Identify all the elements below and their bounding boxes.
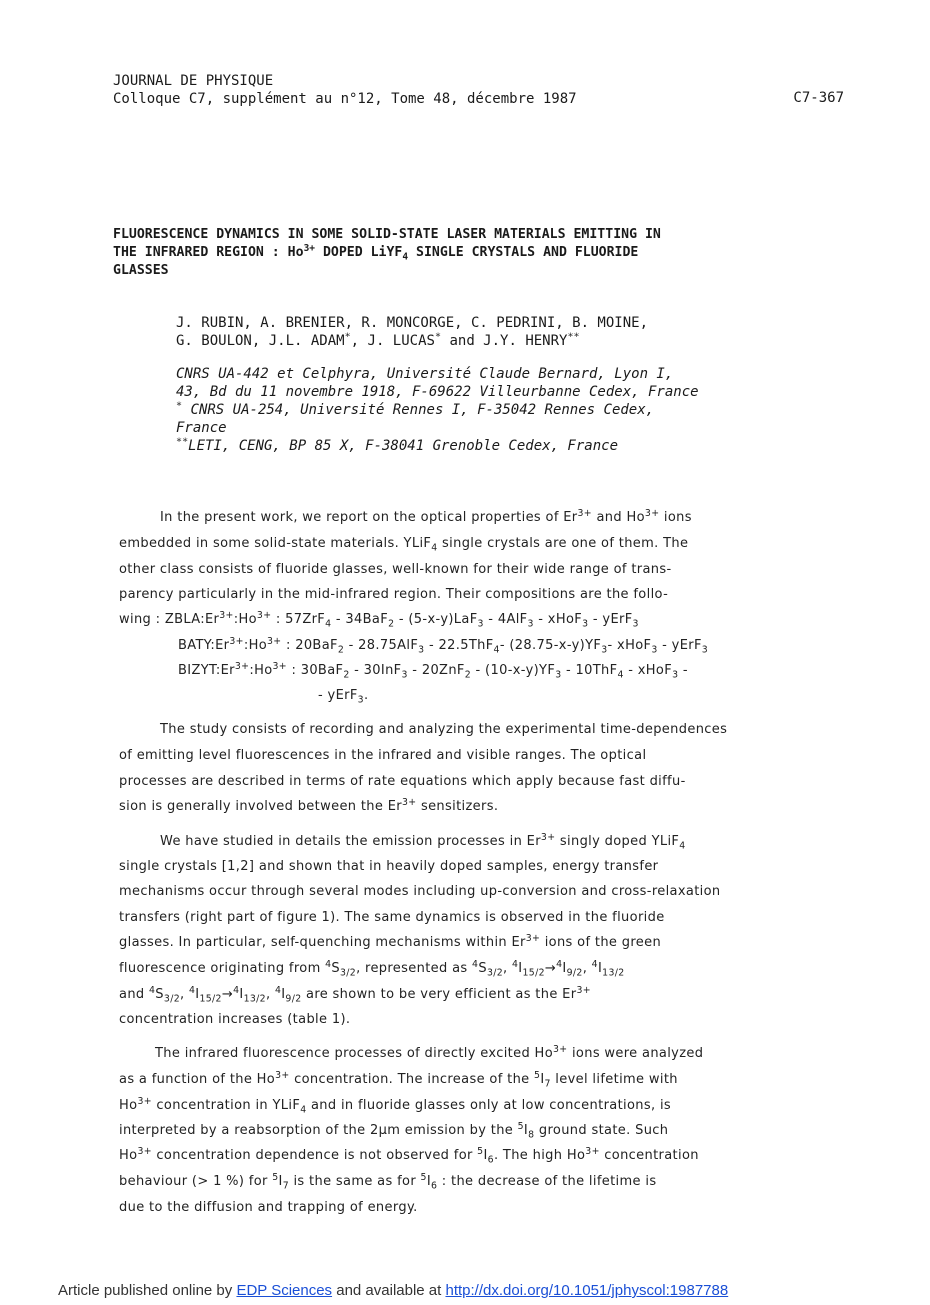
text-line: sion is generally involved between the $Er^{3+}$ sensitizers. <box>119 796 499 814</box>
author-line: J. RUBIN, A. BRENIER, R. MONCORGE, C. PEDRINI, B. MOINE, <box>176 315 649 331</box>
author-line: G. BOULON, J.L. ADAM*, J. LUCAS* and J.Y. HENRY** <box>176 331 580 349</box>
affiliation-line: France <box>176 420 227 436</box>
affiliation-line: * CNRS UA-254, Université Rennes I, F-35042 Rennes Cedex, <box>176 400 655 418</box>
title-line: FLUORESCENCE DYNAMICS IN SOME SOLID-STATE LASER MATERIALS EMITTING IN <box>113 227 661 242</box>
text-line: of emitting level fluorescences in the infrared and visible ranges. The optical <box>119 748 647 763</box>
text-line: processes are described in terms of rate equations which apply because fast diffu- <box>119 774 686 789</box>
affiliation-line: CNRS UA-442 et Celphyra, Université Claude Bernard, Lyon I, <box>176 366 674 382</box>
text-line: The infrared fluorescence processes of directly excited $Ho^{3+}$ ions were analyzed <box>155 1043 704 1061</box>
text-line: fluorescence originating from $^4S_{3/2}$, represented as $^4S_{3/2}$, $^4I_{15/2}\to^4I_{9/2}$, $^4I_{13/2}$ <box>119 958 625 979</box>
affiliation-line: **LETI, CENG, BP 85 X, F-38041 Grenoble Cedex, France <box>176 436 619 454</box>
journal-header <box>113 72 577 108</box>
publication-footer: Article published online by EDP Sciences and available at http://dx.doi.org/10.1051/jphyscol:1987788 <box>58 1282 729 1299</box>
page-number: C7-367 <box>793 90 844 106</box>
affiliation-line: 43, Bd du 11 novembre 1918, F-69622 Villeurbanne Cedex, France <box>176 384 699 400</box>
text-line: single crystals [1,2] and shown that in heavily doped samples, energy transfer <box>119 859 659 874</box>
formula-zbla: wing : $ZBLA:Er^{3+}:Ho^{3+}$ : 57ZrF$_4$ - 34BaF$_2$ - (5-x-y)LaF$_3$ - 4AlF$_3$ - xHoF$_3$ - yErF$_3$ <box>119 609 639 630</box>
text-line: parency particularly in the mid-infrared region. Their compositions are the follo- <box>119 587 669 602</box>
publisher-link[interactable]: EDP Sciences <box>236 1282 333 1299</box>
text-line: $Ho^{3+}$ concentration dependence is not observed for $^5I_6$. The high $Ho^{3+}$ concentration <box>119 1145 699 1166</box>
text-line: embedded in some solid-state materials. YLiF$_4$ single crystals are one of them. The <box>119 536 689 554</box>
formula-baty: $BATY:Er^{3+}:Ho^{3+}$ : 20BaF$_2$ - 28.75AlF$_3$ - 22.5ThF$_4$- $(28.75-x-y)YF_3-$ xHoF$_3$ - yErF$_3$ <box>178 635 709 656</box>
title-line: GLASSES <box>113 263 169 278</box>
text-line: glasses. In particular, self-quenching mechanisms within $Er^{3+}$ ions of the green <box>119 932 662 950</box>
text-line: We have studied in details the emission processes in $Er^{3+}$ singly doped YLiF$_4$ <box>160 831 686 852</box>
affiliations <box>176 365 699 455</box>
text-line: mechanisms occur through several modes including up-conversion and cross-relaxation <box>119 884 721 899</box>
formula-continuation: - yErF$_3$. <box>318 688 369 706</box>
title-line: THE INFRARED REGION : $Ho^{3+}$ DOPED LiYF$_4$ SINGLE CRYSTALS AND FLUORIDE <box>113 242 639 263</box>
formula-bizyt: $BIZYT:Er^{3+}:Ho^{3+}$ : $30BaF_2 - 30InF_3 - 20ZnF_2 - (10-x-y)YF_3 - 10ThF_4$ - xHoF$_3$ - <box>178 660 688 681</box>
text-line: The study consists of recording and analyzing the experimental time-dependences <box>160 722 728 737</box>
text-line: and $^4S_{3/2}$, $^4I_{15/2}\to^4I_{13/2}$, $^4I_{9/2}$ are shown to be very efficient as the $Er^{3+}$ <box>119 984 591 1005</box>
text-line: In the present work, we report on the optical properties of $Er^{3+}$ and $Ho^{3+}$ ions <box>160 507 692 525</box>
text-line: concentration increases (table 1). <box>119 1012 351 1027</box>
colloque-line: Colloque C7, supplément au n°12, Tome 48, décembre 1987 <box>113 91 577 107</box>
text-line: behaviour (> 1 %) for $^5I_7$ is the same as for $^5I_6$ : the decrease of the lifetime is <box>119 1171 657 1192</box>
text-line: interpreted by a reabsorption of the 2µm emission by the $^5I_8$ ground state. Such <box>119 1120 669 1141</box>
text-line: other class consists of fluoride glasses, well-known for their wide range of trans- <box>119 562 672 577</box>
text-line: as a function of the $Ho^{3+}$ concentration. The increase of the $^5I_7$ level lifetime with <box>119 1069 678 1090</box>
text-line: due to the diffusion and trapping of energy. <box>119 1200 418 1215</box>
text-line: $Ho^{3+}$ concentration in YLiF$_4$ and in fluoride glasses only at low concentrations, is <box>119 1095 672 1116</box>
journal-name: JOURNAL DE PHYSIQUE <box>113 73 274 89</box>
text-line: transfers (right part of figure 1). The same dynamics is observed in the fluoride <box>119 910 665 925</box>
citation-ref: [1,2] <box>221 859 255 874</box>
paper-title <box>113 226 661 280</box>
doi-link[interactable]: http://dx.doi.org/10.1051/jphyscol:1987788 <box>445 1282 729 1299</box>
author-list <box>176 314 648 350</box>
